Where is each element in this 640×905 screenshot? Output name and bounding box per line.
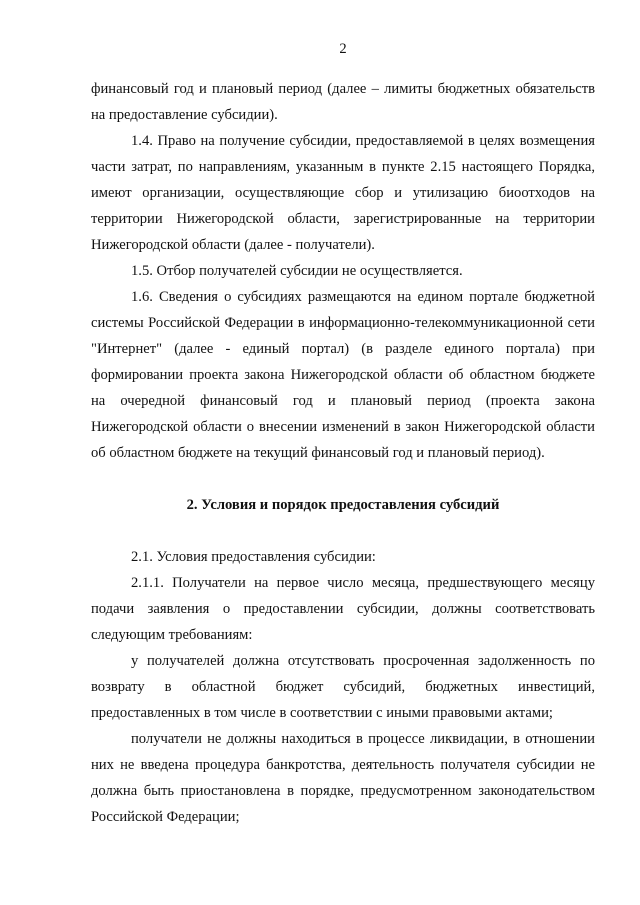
requirement-paragraph-2: получатели не должны находиться в процессе ликвидации, в отношении них не введена процедура банкротства, деятельность получателя субсидии не должна быть приостановлена в порядке, предусмотренном законодательством Российской Федерации; bbox=[91, 731, 595, 825]
requirement-paragraph-1: у получателей должна отсутствовать просроченная задолженность по возврату в областной бюджет субсидий, бюджетных инвестиций, предоставленных в том числе в соответствии с иными правовыми актами; bbox=[91, 653, 595, 721]
paragraph-2-1-1: 2.1.1. Получатели на первое число месяца, предшествующего месяцу подачи заявления о предоставлении субсидии, должны соответствовать следующим требованиям: bbox=[91, 575, 595, 643]
document-page bbox=[91, 38, 595, 830]
paragraph-1-5: 1.5. Отбор получателей субсидии не осуществляется. bbox=[131, 263, 463, 279]
paragraph-1-6: 1.6. Сведения о субсидиях размещаются на едином портале бюджетной системы Российской Федерации в информационно-телекоммуникационной сети "Интернет" (далее - единый портал) (в разделе единого портала) при формировании проекта закона Нижегородской области об областном бюджете на очередной финансовый год и плановый период (проекта закона Нижегородской области о внесении изменений в закон Нижегородской области об областном бюджете на текущий финансовый год и плановый период). bbox=[91, 289, 595, 461]
paragraph-continuation: финансовый год и плановый период (далее – лимиты бюджетных обязательств на предоставление субсидии). bbox=[91, 81, 595, 123]
section-heading: 2. Условия и порядок предоставления субсидий bbox=[186, 497, 500, 513]
paragraph-1-4: 1.4. Право на получение субсидии, предоставляемой в целях возмещения части затрат, по направлениям, указанным в пункте 2.15 настоящего Порядка, имеют организации, осуществляющие сбор и утилизацию биоотходов на территории Нижегородской области, зарегистрированные на территории Нижегородской области (далее - получатели). bbox=[91, 133, 595, 253]
paragraph-2-1: 2.1. Условия предоставления субсидии: bbox=[131, 549, 376, 565]
page-number: 2 bbox=[339, 41, 347, 57]
